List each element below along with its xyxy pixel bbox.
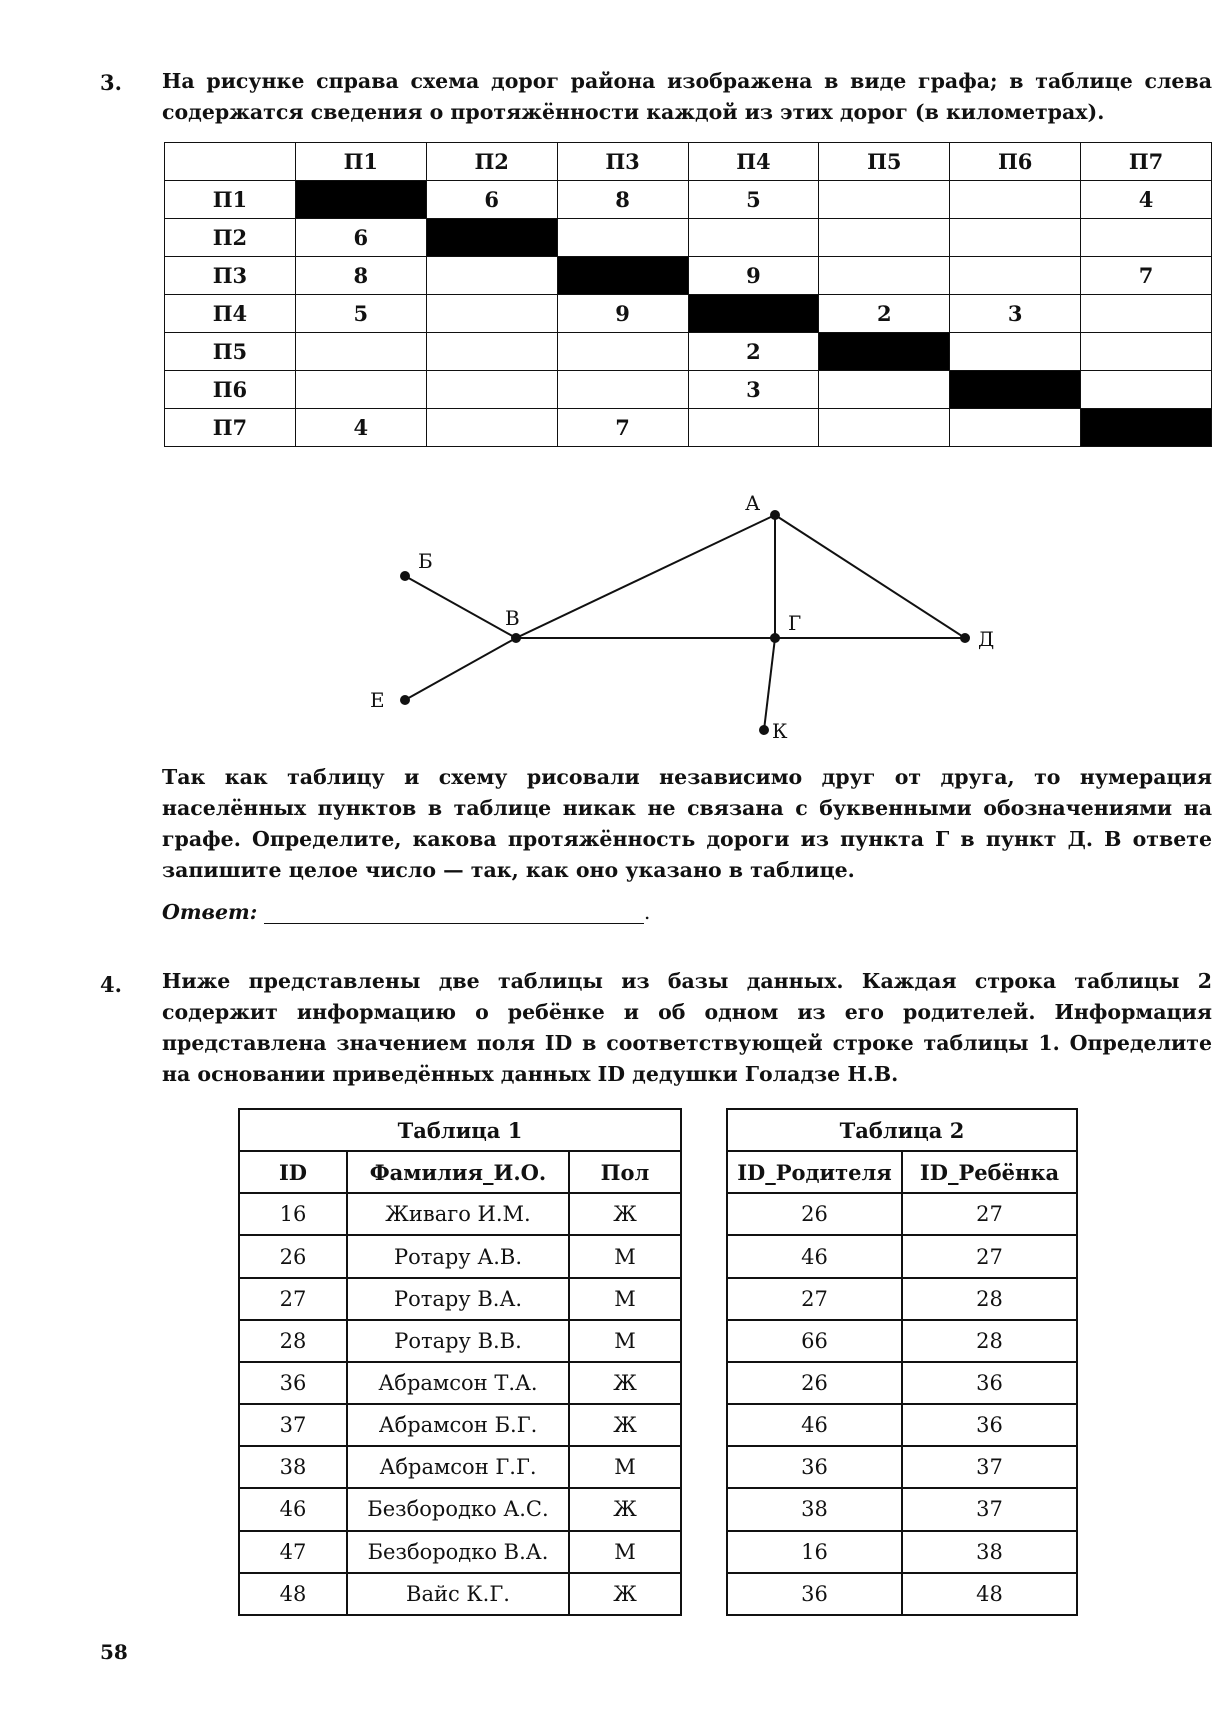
- table-1-cell: Ж: [569, 1404, 681, 1446]
- table-1-cell: Ж: [569, 1362, 681, 1404]
- table-1-cell: Ж: [569, 1573, 681, 1615]
- table-1-cell: 27: [239, 1278, 347, 1320]
- table-2-cell: 16: [727, 1531, 902, 1573]
- task-3-question: Так как таблицу и схему рисовали независимо друг от друга, то нумерация населённых пунктов в таблице никак не связана с буквенными обозначениями на графе. Определите, какова протяжённость дороги из пункта Г в пункт Д. В ответе запишите целое число — так, как оно указано в таблице.: [162, 765, 1212, 882]
- matrix-cell: [426, 409, 557, 447]
- table-2-cell: 46: [727, 1404, 902, 1446]
- matrix-cell: [819, 181, 950, 219]
- table-1-cell: Ж: [569, 1193, 681, 1235]
- table-2-row: [727, 1278, 1077, 1320]
- matrix-cell: 6: [295, 219, 426, 257]
- table-1-cell: М: [569, 1320, 681, 1362]
- table-1-cell: М: [569, 1446, 681, 1488]
- table-2-cell: 28: [902, 1278, 1077, 1320]
- matrix-cell: [557, 371, 688, 409]
- table-1-cell: 46: [239, 1488, 347, 1530]
- task-4-intro: Ниже представлены две таблицы из базы данных. Каждая строка таблицы 2 содержит информацию о ребёнке и об одном из его родителей. Информация представлена значением поля ID в соответствующей строке таблицы 1. Определите на основании приведённых данных ID дедушки Голадзе Н.В.: [162, 969, 1212, 1086]
- road-graph: [340, 480, 1020, 750]
- matrix-cell: [426, 333, 557, 371]
- table-2-row: [727, 1362, 1077, 1404]
- matrix-diagonal-cell: [557, 257, 688, 295]
- vertex-d: [960, 633, 970, 643]
- table-1-cell: 38: [239, 1446, 347, 1488]
- matrix-cell: 2: [819, 295, 950, 333]
- table-2-header: ID_Родителя: [727, 1151, 902, 1193]
- table-1-cell: Живаго И.М.: [347, 1193, 569, 1235]
- matrix-cell: 2: [688, 333, 819, 371]
- table-1-cell: Ротару А.В.: [347, 1235, 569, 1277]
- vertex-k: [759, 725, 769, 735]
- edge-b-v: [405, 576, 516, 638]
- table-1-cell: Абрамсон Б.Г.: [347, 1404, 569, 1446]
- table-2-header: ID_Ребёнка: [902, 1151, 1077, 1193]
- table-2-caption: Таблица 2: [727, 1109, 1077, 1151]
- matrix-cell: [950, 333, 1081, 371]
- matrix-cell: 7: [557, 409, 688, 447]
- matrix-cell: [819, 409, 950, 447]
- edge-g-k: [764, 638, 775, 730]
- matrix-row: [165, 181, 1212, 219]
- table-2-row: [727, 1193, 1077, 1235]
- table-2-cell: 27: [902, 1193, 1077, 1235]
- vertex-e: [400, 695, 410, 705]
- table-1-cell: М: [569, 1235, 681, 1277]
- table-2-row: [727, 1404, 1077, 1446]
- matrix-cell: [426, 295, 557, 333]
- table-1-row: [239, 1446, 681, 1488]
- matrix-cell: [950, 219, 1081, 257]
- table-1-cell: 37: [239, 1404, 347, 1446]
- table-1: [238, 1108, 682, 1616]
- matrix-cell: [819, 371, 950, 409]
- table-2-row: [727, 1320, 1077, 1362]
- table-2-row: [727, 1235, 1077, 1277]
- table-2-cell: 66: [727, 1320, 902, 1362]
- table-2-cell: 37: [902, 1446, 1077, 1488]
- vertex-label-g: Г: [788, 611, 802, 635]
- table-1-row: [239, 1531, 681, 1573]
- matrix-cell: [688, 219, 819, 257]
- matrix-row: [165, 257, 1212, 295]
- matrix-col-header: П5: [819, 143, 950, 181]
- matrix-corner: [165, 143, 296, 181]
- vertex-label-a: А: [745, 491, 761, 515]
- table-1-cell: Ротару В.В.: [347, 1320, 569, 1362]
- matrix-diagonal-cell: [819, 333, 950, 371]
- matrix-cell: 4: [1081, 181, 1212, 219]
- vertex-label-e: Е: [370, 688, 385, 712]
- answer-input[interactable]: [264, 901, 644, 924]
- table-1-cell: 28: [239, 1320, 347, 1362]
- matrix-row: [165, 371, 1212, 409]
- table-2-row: [727, 1488, 1077, 1530]
- table-1-row: [239, 1235, 681, 1277]
- table-1-row: [239, 1278, 681, 1320]
- table-2-cell: 48: [902, 1573, 1077, 1615]
- matrix-cell: [426, 257, 557, 295]
- matrix-row: [165, 219, 1212, 257]
- table-1-cell: 47: [239, 1531, 347, 1573]
- matrix-row-header: П4: [165, 295, 296, 333]
- matrix-cell: [950, 257, 1081, 295]
- table-2: [726, 1108, 1078, 1616]
- vertex-label-d: Д: [978, 627, 995, 651]
- matrix-cell: 8: [295, 257, 426, 295]
- matrix-row-header: П7: [165, 409, 296, 447]
- table-1-row: [239, 1404, 681, 1446]
- vertex-v: [511, 633, 521, 643]
- matrix-col-header: П6: [950, 143, 1081, 181]
- table-2-cell: 28: [902, 1320, 1077, 1362]
- matrix-cell: [688, 409, 819, 447]
- matrix-diagonal-cell: [1081, 409, 1212, 447]
- table-1-row: [239, 1362, 681, 1404]
- table-2-row: [727, 1446, 1077, 1488]
- matrix-cell: 6: [426, 181, 557, 219]
- distance-matrix: [164, 142, 1212, 447]
- matrix-cell: 7: [1081, 257, 1212, 295]
- matrix-diagonal-cell: [426, 219, 557, 257]
- vertex-a: [770, 510, 780, 520]
- matrix-row-header: П5: [165, 333, 296, 371]
- table-2-cell: 27: [902, 1235, 1077, 1277]
- matrix-cell: [1081, 333, 1212, 371]
- table-2-cell: 36: [902, 1404, 1077, 1446]
- table-1-cell: М: [569, 1278, 681, 1320]
- table-1-row: [239, 1573, 681, 1615]
- matrix-diagonal-cell: [688, 295, 819, 333]
- matrix-header-row: [165, 143, 1212, 181]
- table-2-cell: 37: [902, 1488, 1077, 1530]
- matrix-cell: [426, 371, 557, 409]
- table-2-row: [727, 1531, 1077, 1573]
- matrix-row-header: П1: [165, 181, 296, 219]
- table-2-cell: 26: [727, 1193, 902, 1235]
- matrix-cell: [819, 219, 950, 257]
- table-1-header: Фамилия_И.О.: [347, 1151, 569, 1193]
- matrix-row-header: П2: [165, 219, 296, 257]
- vertex-g: [770, 633, 780, 643]
- matrix-col-header: П4: [688, 143, 819, 181]
- vertex-b: [400, 571, 410, 581]
- table-2-cell: 38: [727, 1488, 902, 1530]
- matrix-cell: [1081, 371, 1212, 409]
- answer-label: Ответ:: [162, 900, 258, 924]
- table-1-row: [239, 1320, 681, 1362]
- answer-line: [162, 900, 650, 924]
- table-2-cell: 36: [902, 1362, 1077, 1404]
- edge-e-v: [405, 638, 516, 700]
- table-2-row: [727, 1573, 1077, 1615]
- table-2-cell: 38: [902, 1531, 1077, 1573]
- vertex-label-k: К: [772, 719, 788, 743]
- page-number: 58: [100, 1640, 128, 1664]
- matrix-col-header: П7: [1081, 143, 1212, 181]
- table-2-cell: 27: [727, 1278, 902, 1320]
- matrix-cell: 5: [688, 181, 819, 219]
- table-1-row: [239, 1488, 681, 1530]
- table-1-cell: Вайс К.Г.: [347, 1573, 569, 1615]
- table-1-cell: Ж: [569, 1488, 681, 1530]
- matrix-cell: [950, 181, 1081, 219]
- matrix-cell: [819, 257, 950, 295]
- matrix-col-header: П3: [557, 143, 688, 181]
- matrix-col-header: П2: [426, 143, 557, 181]
- matrix-row-header: П3: [165, 257, 296, 295]
- matrix-cell: 3: [688, 371, 819, 409]
- matrix-cell: [1081, 295, 1212, 333]
- matrix-cell: 4: [295, 409, 426, 447]
- matrix-row: [165, 333, 1212, 371]
- matrix-col-header: П1: [295, 143, 426, 181]
- matrix-cell: 3: [950, 295, 1081, 333]
- vertex-label-v: В: [505, 606, 520, 630]
- table-2-cell: 36: [727, 1446, 902, 1488]
- task-4-number: 4.: [100, 972, 122, 997]
- task-3-number: 3.: [100, 70, 122, 95]
- table-1-cell: 48: [239, 1573, 347, 1615]
- table-2-cell: 26: [727, 1362, 902, 1404]
- matrix-cell: [1081, 219, 1212, 257]
- edge-a-v: [516, 515, 775, 638]
- matrix-cell: 9: [688, 257, 819, 295]
- matrix-row-header: П6: [165, 371, 296, 409]
- table-1-caption: Таблица 1: [239, 1109, 681, 1151]
- matrix-row: [165, 409, 1212, 447]
- table-1-cell: М: [569, 1531, 681, 1573]
- table-1-cell: Безбородко В.А.: [347, 1531, 569, 1573]
- table-1-cell: 36: [239, 1362, 347, 1404]
- table-1-header: ID: [239, 1151, 347, 1193]
- answer-end: .: [643, 900, 651, 924]
- matrix-cell: 5: [295, 295, 426, 333]
- matrix-cell: [295, 333, 426, 371]
- task-3-intro: На рисунке справа схема дорог района изображена в виде графа; в таблице слева содержатся сведения о протяжённости каждой из этих дорог (в километрах).: [162, 69, 1212, 124]
- table-1-cell: 26: [239, 1235, 347, 1277]
- table-1-row: [239, 1193, 681, 1235]
- table-1-cell: Абрамсон Г.Г.: [347, 1446, 569, 1488]
- matrix-cell: [295, 371, 426, 409]
- matrix-cell: 8: [557, 181, 688, 219]
- matrix-diagonal-cell: [950, 371, 1081, 409]
- table-2-cell: 46: [727, 1235, 902, 1277]
- table-1-header: Пол: [569, 1151, 681, 1193]
- matrix-row: [165, 295, 1212, 333]
- table-1-cell: 16: [239, 1193, 347, 1235]
- matrix-cell: 9: [557, 295, 688, 333]
- matrix-cell: [950, 409, 1081, 447]
- matrix-cell: [557, 219, 688, 257]
- table-1-cell: Ротару В.А.: [347, 1278, 569, 1320]
- table-1-cell: Безбородко А.С.: [347, 1488, 569, 1530]
- matrix-diagonal-cell: [295, 181, 426, 219]
- edge-a-d: [775, 515, 965, 638]
- vertex-label-b: Б: [418, 549, 433, 573]
- matrix-cell: [557, 333, 688, 371]
- table-1-cell: Абрамсон Т.А.: [347, 1362, 569, 1404]
- table-2-cell: 36: [727, 1573, 902, 1615]
